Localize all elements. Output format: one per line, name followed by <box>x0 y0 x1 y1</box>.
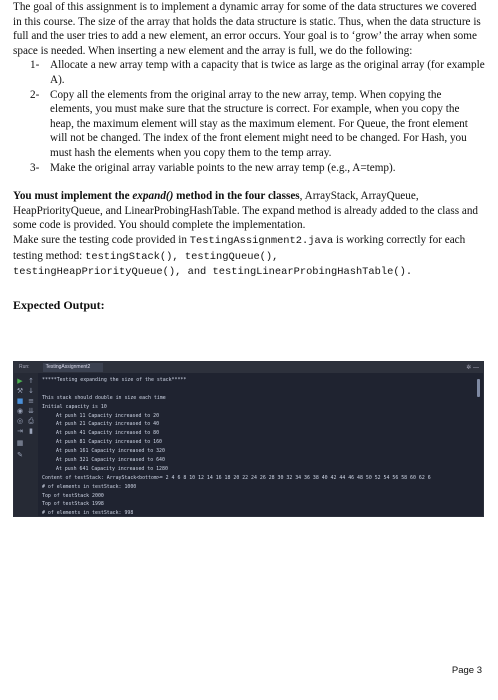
testing-methods-code-2: testingHeapPriorityQueue(), and testingLinearProbingHashTable(). <box>13 266 413 279</box>
step-text: Make the original array variable points to the new array temp (e.g., A=temp). <box>50 161 396 174</box>
console-line: # of elements in testStack: 1000 <box>42 483 137 490</box>
console-output <box>42 376 477 517</box>
testing-text-pre: Make sure the testing code provided in <box>13 233 190 246</box>
console-line: Top of testStack 2000 <box>42 492 104 499</box>
console-line: Content of testStack: ArrayStack<bottom>= 2 4 6 8 10 12 14 16 18 20 22 24 26 28 30 32 34 36 38 40 42 44 46 48 50 52 54 56 58 60 62 6 <box>42 474 431 481</box>
stop-icon: ■ <box>16 397 24 405</box>
testing-file-code: TestingAssignment2.java <box>189 234 334 247</box>
scroll-down-icon: ↓ <box>28 387 34 395</box>
pin-icon: ✎ <box>17 451 23 459</box>
camera-icon: ◉ <box>16 407 24 415</box>
soft-wrap-icon: ≡ <box>28 397 34 405</box>
testing-methods-code-1: testingStack(), testingQueue(), <box>85 250 279 263</box>
step-number: 1- <box>30 59 40 72</box>
console-scrollbar[interactable] <box>477 379 480 397</box>
console-line: # of elements in testStack: 998 <box>42 510 134 517</box>
step-number: 2- <box>30 88 40 101</box>
restore-layout-icon: ◎ <box>16 417 24 425</box>
run-icon: ▶ <box>17 377 23 385</box>
bold-method: expand() <box>132 190 174 203</box>
print-icon: ⎙ <box>28 417 34 425</box>
ide-console-screenshot <box>13 361 484 517</box>
console-line: At push 81 Capacity increased to 160 <box>56 439 162 446</box>
bold-pre: You must implement the <box>13 190 133 203</box>
delete-icon: ▮ <box>29 427 33 435</box>
console-line: At push 11 Capacity increased to 20 <box>56 412 160 419</box>
document-page <box>13 0 485 312</box>
console-line: At push 161 Capacity increased to 320 <box>56 448 165 455</box>
testing-text-post: is working correctly for each testing method: <box>13 233 466 262</box>
step-number: 3- <box>30 161 40 174</box>
scroll-up-icon: ↑ <box>28 377 34 385</box>
page-number: Page 3 <box>451 665 482 676</box>
console-line: Top of testStack 1998 <box>42 501 104 508</box>
console-line: At push 321 Capacity increased to 640 <box>56 457 165 464</box>
console-line <box>42 385 477 394</box>
intro-paragraph: The goal of this assignment is to implement a dynamic array for some of the data structures we covered in this course. The size of the array that holds the data structure is static. Thus, when the data structure is full and the user tries to add a new element, an error occurs. Your goal is to ‘grow’ the array when some space is needed. When inserting a new element and the array is full, we do the following: <box>13 1 481 57</box>
step-text: Copy all the elements from the original array to the new array, temp. When copying the elements, you must make sure that the structure is correct. For example, when you copy the heap, the maximum element will stay as the maximum element. For Queue, the front element will not be changed. The index of the front element might need to be changed. For Hash, you must hash the elements when you copy them to the temp array. <box>50 88 468 159</box>
steps-list <box>13 58 485 175</box>
run-config-tab: TestingAssignment2 <box>43 363 103 372</box>
console-line: At push 21 Capacity increased to 40 <box>56 421 160 428</box>
list-item <box>13 58 485 87</box>
bold-post: method in the four classes <box>173 190 300 203</box>
exit-icon: ⇥ <box>17 427 23 435</box>
step-text: Allocate a new array temp with a capacity that is twice as large as the original array (for example A). <box>50 59 485 86</box>
ide-toolbar-gutter <box>14 373 38 516</box>
ide-tab-bar <box>14 362 483 373</box>
expected-output-heading: Expected Output: <box>13 297 105 312</box>
run-tab-label: Run: <box>19 364 30 370</box>
implementation-paragraph <box>13 189 485 280</box>
grid-icon: ▦ <box>16 439 24 447</box>
list-item <box>13 161 485 176</box>
console-line: Initial capacity is 10 <box>42 403 107 410</box>
ide-window-controls: ✲ — <box>466 365 479 371</box>
console-line: At push 41 Capacity increased to 80 <box>56 430 160 437</box>
sort-icon: ⇊ <box>28 407 34 415</box>
classes-text: , ArrayStack, ArrayQueue, HeapPriorityQueue, and LinearProbingHashTable. The expand method is already added to the class and some code is provided. You should complete the implementation. <box>13 190 479 232</box>
list-item <box>13 88 485 161</box>
wrench-icon: ⚒ <box>16 387 24 395</box>
console-line: *****Testing expanding the size of the stack***** <box>42 377 187 383</box>
console-line: At push 641 Capacity increased to 1280 <box>56 465 168 472</box>
console-line: This stack should double in size each time <box>42 394 166 401</box>
